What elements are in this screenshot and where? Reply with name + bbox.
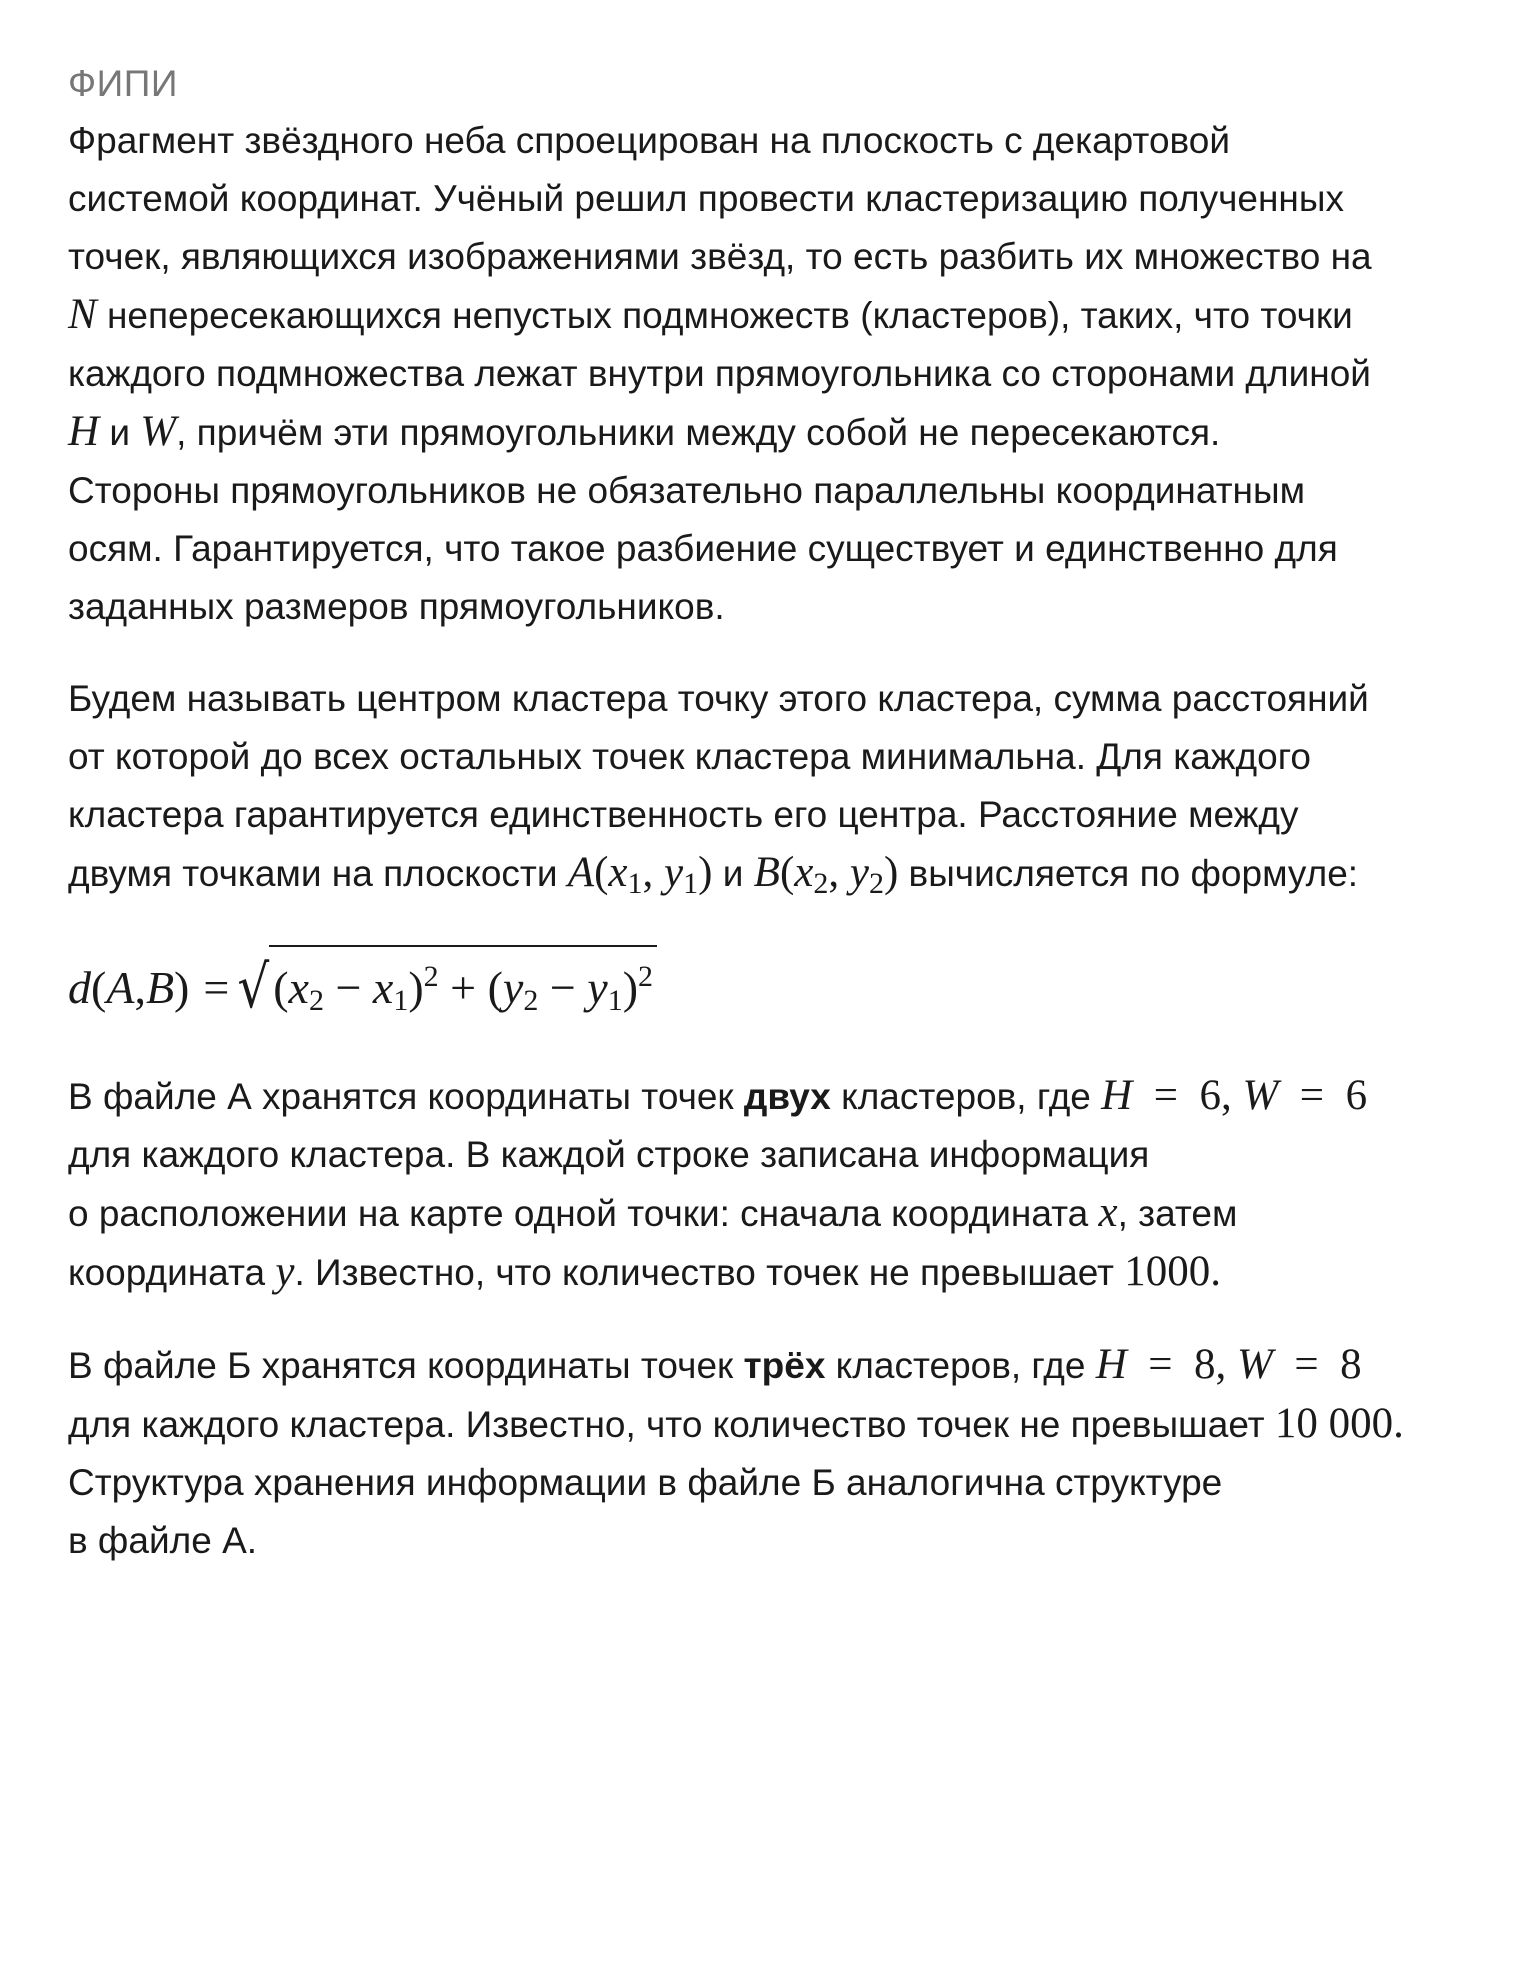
text-line: для каждого кластера. Известно, что количество точек не превышает 10 000. [68, 1400, 1404, 1447]
math-point-b: $B(x_2$, $y_2$) [753, 849, 899, 900]
text-line: Структура хранения информации в файле Б аналогична структуре [68, 1462, 1223, 1503]
text-line: кластера гарантируется единственность его центра. Расстояние между [68, 794, 1299, 835]
task-content [68, 58, 1468, 1604]
bold-two: двух [743, 1076, 831, 1117]
math-var-w: W [140, 408, 177, 455]
source-label: ФИПИ [68, 63, 178, 104]
paragraph-file-b [68, 1336, 1468, 1570]
sqrt-sign: √ [237, 952, 270, 1022]
text-line: Фрагмент звёздного неба спроецирован на плоскость с декартовой [68, 120, 1231, 161]
text-line: точек, являющихся изображениями звёзд, то есть разбить их множество на [68, 236, 1372, 277]
bold-three: трёх [743, 1345, 826, 1386]
math-limit-a: 1000. [1124, 1248, 1222, 1295]
radicand: (x2 − x1)2 + (y2 − y1)2 [269, 945, 657, 1029]
math-var-n: N [68, 291, 97, 338]
paragraph-task-intro [68, 112, 1468, 636]
text-line: В файле А хранятся координаты точек двух кластеров, где H = 6, W = 6 [68, 1072, 1368, 1119]
text-line: для каждого кластера. В каждой строке записана информация [68, 1134, 1150, 1175]
text-line: заданных размеров прямоугольников. [68, 586, 725, 627]
paragraph-cluster-center [68, 670, 1468, 913]
text-line: координата y. Известно, что количество точек не превышает 1000. [68, 1248, 1222, 1295]
distance-formula: d ( A , B ) = √ (x2 − x1)2 + (y2 − y1)2 [68, 947, 1468, 1027]
math-var-h: H [68, 408, 100, 455]
text-line: В файле Б хранятся координаты точек трёх кластеров, где H = 8, W = 8 [68, 1341, 1362, 1388]
math-point-a: $A(x_1$, $y_1$) [567, 849, 713, 900]
text-line: Стороны прямоугольников не обязательно параллельны координатным [68, 470, 1306, 511]
text-line: N непересекающихся непустых подмножеств (кластеров), таких, что точки [68, 291, 1353, 338]
text-line: H и W, причём эти прямоугольники между собой не пересекаются. [68, 408, 1221, 455]
math-size-b: H = 8, W = 8 [1095, 1341, 1362, 1388]
text-line: о расположении на карте одной точки: сначала координата x, затем [68, 1189, 1238, 1236]
text-line: системой координат. Учёный решил провести кластеризацию полученных [68, 178, 1344, 219]
text-line: двумя точками на плоскости $A(x_1$, $y_1$) и $B(x_2$, $y_2$) вычисляется по формуле: [68, 849, 1359, 900]
paragraph-file-a [68, 1067, 1468, 1302]
text-line: в файле А. [68, 1520, 258, 1561]
text-line: от которой до всех остальных точек кластера минимальна. Для каждого [68, 736, 1311, 777]
text-line: каждого подмножества лежат внутри прямоугольника со сторонами длиной [68, 353, 1371, 394]
math-limit-b: 10 000. [1274, 1400, 1404, 1447]
math-var-x: x [1098, 1189, 1118, 1236]
text-line: Будем называть центром кластера точку этого кластера, сумма расстояний [68, 678, 1369, 719]
text-line: осям. Гарантируется, что такое разбиение существует и единственно для [68, 528, 1338, 569]
math-var-y: y [275, 1248, 295, 1295]
math-size-a: H = 6, W = 6 [1101, 1072, 1368, 1119]
